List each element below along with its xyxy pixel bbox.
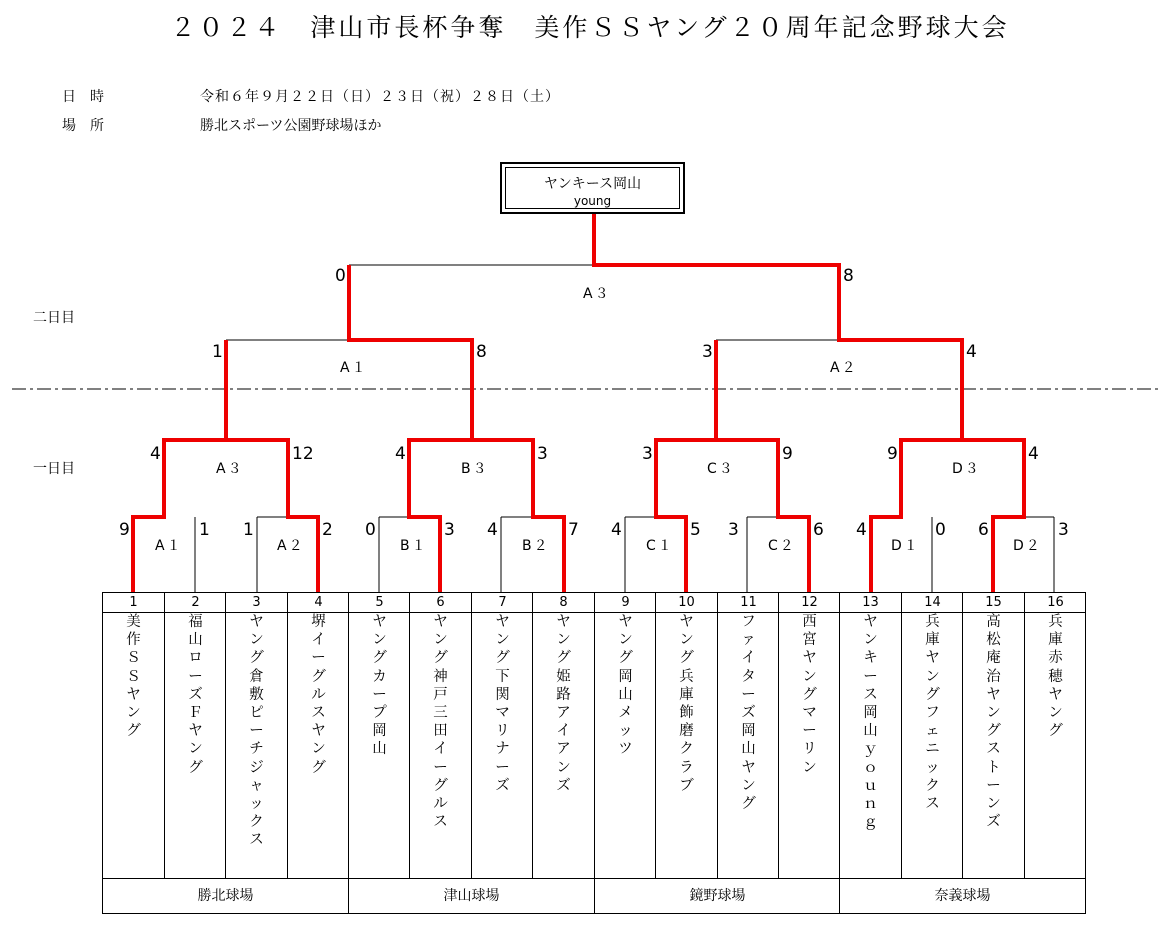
r1-a1-score-left: 9 [119,520,130,540]
team-cell [1025,595,1086,878]
team-name: ヤ ン キ ー ス 岡 山 ｙ ｏ ｕ ｎ ｇ [863,614,878,831]
date-value: 令和６年９月２２日（日）２３日（祝）２８日（土） [200,89,560,105]
final-match-label: A３ [583,286,611,302]
place-label: 場 所 [62,118,104,134]
team-number: 15 [985,595,1002,610]
semi-a2-label: A２ [830,360,858,376]
qf-a3-score-left: 4 [150,444,161,464]
team-number: 13 [862,595,879,610]
qf-d3-score-right: 4 [1028,444,1039,464]
team-name: ヤ ン グ 姫 路 ア イ ア ン ズ [556,614,571,794]
venue-label: 津山球場 [443,888,500,904]
r1-c1-label: C１ [646,538,674,554]
venue-label: 勝北球場 [197,888,254,904]
r1-d2-score-right: 3 [1058,520,1069,540]
team-name: ヤ ン グ 兵 庫 飾 磨 ク ラ ブ [679,614,694,794]
r1-a2-score-right: 2 [322,520,333,540]
team-number: 6 [436,595,445,610]
team-number: 4 [314,595,323,610]
qf-b3-score-left: 4 [395,444,406,464]
team-cell [595,595,656,878]
qf-a3-score-right: 12 [292,444,314,464]
team-number: 12 [801,595,818,610]
team-cell [226,595,287,878]
team-name: 兵 庫 赤 穂 ヤ ン グ [1048,614,1063,740]
r1-d1-score-right: 0 [935,520,946,540]
champion-subtitle: young [573,194,612,208]
page-title: ２０２４ 津山市長杯争奪 美作ＳＳヤング２０周年記念野球大会 [170,13,1010,42]
r1-c1-score-left: 4 [611,520,622,540]
team-name: ヤ ン グ 岡 山 メ ッ ツ [618,614,633,758]
team-number: 14 [924,595,941,610]
qf-c3-score-right: 9 [782,444,793,464]
r1-a1-label: A１ [155,538,183,554]
team-cell [472,595,533,878]
team-cell [963,595,1024,878]
semi-a1-score-left: 1 [212,342,223,362]
team-name: 兵 庫 ヤ ン グ フ ェ ニ ッ ク ス [925,614,940,813]
r1-b1-score-right: 3 [444,520,455,540]
qf-c3-label: C３ [707,461,735,477]
team-number: 7 [498,595,507,610]
qf-b3-score-right: 3 [537,444,548,464]
team-number: 11 [740,595,757,610]
team-number: 10 [678,595,695,610]
semi-a1-score-right: 8 [476,342,487,362]
team-number: 9 [621,595,630,610]
r1-d1-label: D１ [891,538,920,554]
team-name: 高 松 庵 治 ヤ ン グ ス ト ー ン ズ [986,614,1001,831]
team-cell [902,595,963,878]
qf-c3-score-left: 3 [642,444,653,464]
team-name: ヤ ン グ 倉 敷 ピ ー チ ジ ャ ッ ク ス [249,614,264,849]
team-cell [840,595,901,878]
team-name: 美 作 Ｓ Ｓ ヤ ン グ [126,614,141,740]
r1-d2-score-left: 6 [978,520,989,540]
team-number: 2 [191,595,200,610]
r1-a2-score-left: 1 [243,520,254,540]
r1-b2-label: B２ [522,538,550,554]
r1-d1-score-left: 4 [856,520,867,540]
team-number: 16 [1047,595,1064,610]
day2-label: 二日目 [33,310,75,326]
day1-label: 一日目 [33,461,75,477]
team-name: ヤ ン グ 下 関 マ リ ナ ー ズ [495,614,510,794]
team-number: 1 [129,595,138,610]
qf-d3-label: D３ [952,461,981,477]
r1-c2-score-left: 3 [728,520,739,540]
r1-a2-label: A２ [277,538,305,554]
r1-c1-score-right: 5 [690,520,701,540]
team-number: 8 [559,595,568,610]
team-cell [288,595,349,878]
team-cell [410,595,471,878]
team-cell [103,595,164,878]
team-cell [349,595,410,878]
team-number: 5 [375,595,384,610]
team-name: 堺 イ ー グ ル ス ヤ ン グ [311,614,326,776]
venue-label: 奈義球場 [934,888,991,904]
qf-a3-label: A３ [216,461,244,477]
team-name: フ ァ イ タ ー ズ 岡 山 ヤ ン グ [741,614,756,813]
champion-box [500,162,685,214]
team-name: 西 宮 ヤ ン グ マ ー リ ン [802,614,817,776]
r1-b1-label: B１ [400,538,428,554]
place-value: 勝北スポーツ公園野球場ほか [200,118,382,134]
semi-a2-score-right: 4 [966,342,977,362]
team-cell [165,595,226,878]
team-cell [533,595,594,878]
semi-a1-label: A１ [340,360,368,376]
final-score-right: 8 [843,266,854,286]
team-name: ヤ ン グ カ ー プ 岡 山 [372,614,387,758]
champion-inner-frame [505,167,680,209]
r1-b2-score-left: 4 [487,520,498,540]
r1-d2-label: D２ [1013,538,1042,554]
team-cell [656,595,717,878]
final-score-left: 0 [335,266,346,286]
r1-c2-score-right: 6 [813,520,824,540]
team-name: 福 山 ロ ー ズ Ｆ ヤ ン グ [188,614,203,776]
qf-b3-label: B３ [461,461,489,477]
semi-a2-score-left: 3 [702,342,713,362]
date-label: 日 時 [62,89,104,105]
r1-b1-score-left: 0 [365,520,376,540]
team-number: 3 [252,595,261,610]
team-name: ヤ ン グ 神 戸 三 田 イ ー グ ル ス [433,614,448,831]
team-cell [779,595,840,878]
r1-b2-score-right: 7 [568,520,579,540]
champion-name: ヤンキース岡山 [543,176,642,192]
r1-c2-label: C２ [768,538,796,554]
venue-label: 鏡野球場 [689,888,746,904]
team-cell [718,595,779,878]
r1-a1-score-right: 1 [199,520,210,540]
qf-d3-score-left: 9 [887,444,898,464]
